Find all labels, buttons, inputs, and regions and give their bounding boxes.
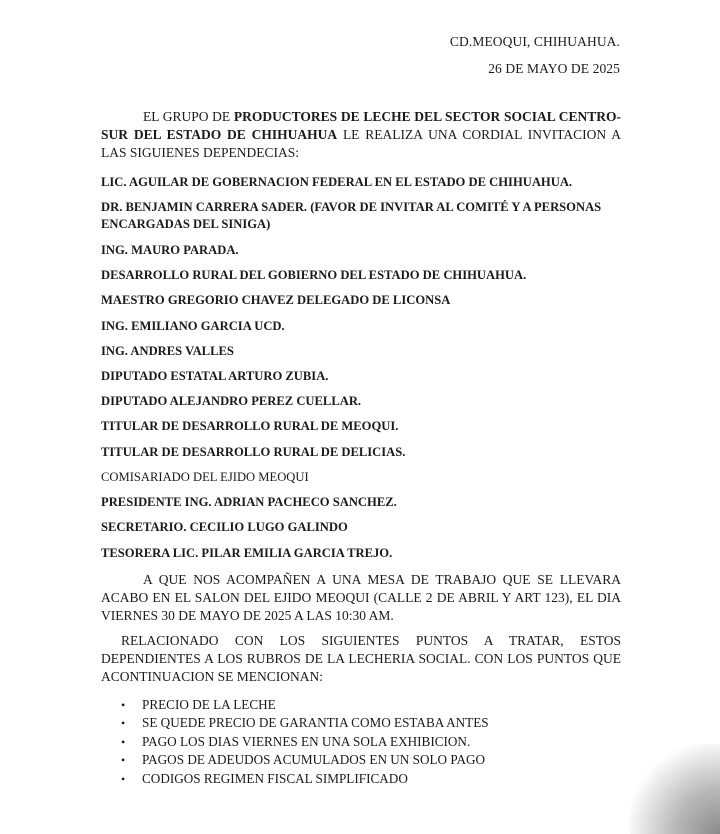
bullet-icon: •	[121, 734, 126, 749]
list-item	[101, 714, 489, 732]
bullet-icon: •	[121, 753, 126, 768]
point-text: PRECIO DE LA LECHE	[142, 697, 276, 712]
invitee-item: DIPUTADO ESTATAL ARTURO ZUBIA.	[101, 369, 329, 383]
invitee-item: TITULAR DE DESARROLLO RURAL DE DELICIAS.	[101, 445, 406, 459]
intro-lead: EL GRUPO DE	[143, 109, 234, 124]
point-text: PAGOS DE ADEUDOS ACUMULADOS EN UN SOLO PAGO	[142, 752, 486, 768]
invitee-item: PRESIDENTE ING. ADRIAN PACHECO SANCHEZ.	[101, 495, 397, 509]
page-corner-shadow	[630, 744, 720, 834]
bullet-icon: •	[121, 716, 126, 731]
intro-rest: LE REALIZA UNA CORDIAL INVITACION A LAS SIGUIENES DEPENDECIAS:	[101, 127, 621, 160]
city-line: CD.MEOQUI, CHIHUAHUA.	[449, 34, 620, 49]
list-item	[101, 770, 489, 788]
intro-paragraph	[101, 108, 621, 162]
invitee-item: DESARROLLO RURAL DEL GOBIERNO DEL ESTADO DE CHIHUAHUA.	[101, 268, 527, 282]
date-line: 26 DE MAYO DE 2025	[488, 61, 620, 76]
invitee-item: ING. ANDRES VALLES	[101, 344, 234, 358]
invitee-item: LIC. AGUILAR DE GOBERNACION FEDERAL EN EL ESTADO DE CHIHUAHUA.	[101, 175, 573, 189]
point-text: PAGO LOS DIAS VIERNES EN UNA SOLA EXHIBICION.	[142, 733, 471, 749]
point-text: CODIGOS REGIMEN FISCAL SIMPLIFICADO	[142, 770, 408, 786]
invitee-item: DR. BENJAMIN CARRERA SADER. (FAVOR DE INVITAR AL COMITÉ Y A PERSONAS ENCARGADAS DEL SINIGA)	[101, 200, 602, 231]
list-item	[101, 733, 489, 751]
bullet-icon: •	[121, 698, 126, 712]
bullet-icon: •	[121, 771, 126, 786]
invitee-item: ING. MAURO PARADA.	[101, 243, 239, 257]
list-item	[101, 751, 489, 769]
invitee-item: TESORERA LIC. PILAR EMILIA GARCIA TREJO.	[101, 546, 393, 560]
invitee-item: MAESTRO GREGORIO CHAVEZ DELEGADO DE LICONSA	[101, 293, 451, 307]
point-text: SE QUEDE PRECIO DE GARANTIA COMO ESTABA ANTES	[142, 715, 489, 731]
invitee-item: TITULAR DE DESARROLLO RURAL DE MEOQUI.	[101, 419, 399, 433]
invitee-item: SECRETARIO. CECILIO LUGO GALINDO	[101, 520, 348, 534]
meeting-paragraph: A QUE NOS ACOMPAÑEN A UNA MESA DE TRABAJO QUE SE LLEVARA ACABO EN EL SALON DEL EJIDO MEOQUI (CALLE 2 DE ABRIL Y ART 123), EL DIA VIERNES 30 DE MAYO DE 2025 A LAS 10:30 AM.	[101, 572, 621, 623]
invitee-item: DIPUTADO ALEJANDRO PEREZ CUELLAR.	[101, 394, 362, 408]
invitee-item: COMISARIADO DEL EJIDO MEOQUI	[101, 470, 309, 484]
invitee-item: ING. EMILIANO GARCIA UCD.	[101, 319, 285, 333]
points-list	[101, 696, 489, 788]
related-paragraph: RELACIONADO CON LOS SIGUIENTES PUNTOS A TRATAR, ESTOS DEPENDIENTES A LOS RUBROS DE LA LECHERIA SOCIAL. CON LOS PUNTOS QUE ACONTINUACION SE MENCIONAN:	[101, 633, 621, 684]
list-item	[101, 696, 489, 714]
intro-group-name: PRODUCTORES DE LECHE DEL SECTOR SOCIAL CENTRO-SUR DEL ESTADO DE CHIHUAHUA	[101, 109, 622, 142]
